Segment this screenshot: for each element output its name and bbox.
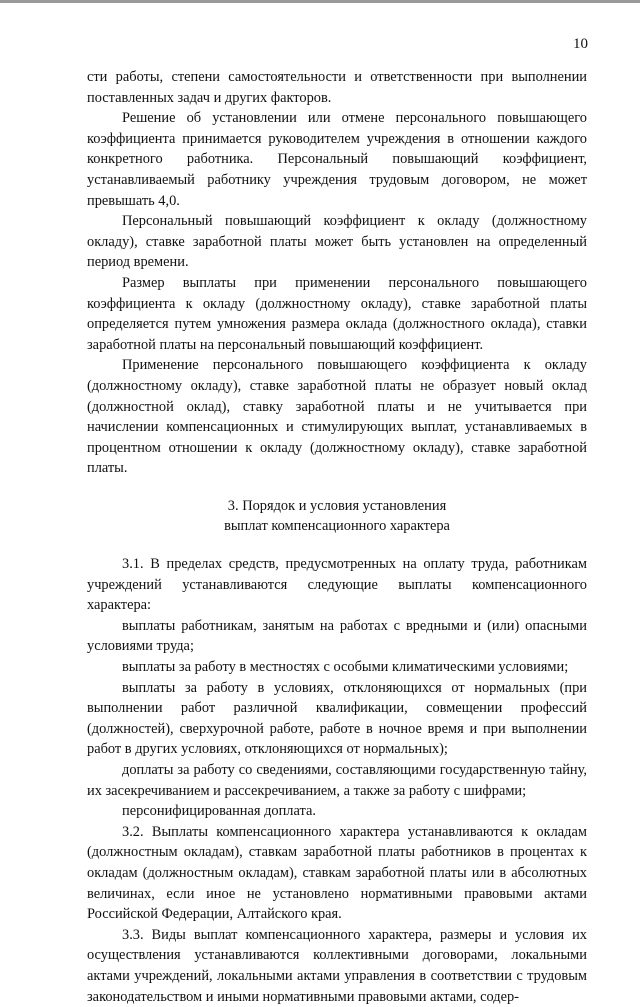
paragraph: 3.2. Выплаты компенсационного характера устанавливаются к окладам (должностным окладам), ставкам заработной платы работников в процентах к окладам (должностным окладам), ставкам заработной платы или в абсолютных величинах, если иное не установлено нормативными правовыми актами Российской Федерации, Алтайского края.: [87, 823, 587, 923]
paragraph: 3.1. В пределах средств, предусмотренных на оплату труда, работникам учреждений устанавливаются следующие выплаты компенсационного характера:: [87, 556, 587, 614]
section-heading: [87, 496, 587, 537]
section-heading-line-2: выплат компенсационного характера: [224, 518, 450, 535]
paragraph: Размер выплаты при применении персонального повышающего коэффициента к окладу (должностному окладу), ставке заработной платы определяется путем умножения размера оклада (должностного оклада), ставки заработной платы на персональный повышающий коэффициент.: [87, 274, 587, 353]
paragraph: Решение об установлении или отмене персонального повышающего коэффициента принимается руководителем учреждения в отношении каждого конкретного работника. Персональный повышающий коэффициент, устанавливаемый работнику учреждения трудовым договором, не может превышать 4,0.: [87, 110, 587, 209]
paragraph: выплаты за работу в местностях с особыми климатическими условиями;: [122, 659, 569, 676]
paragraph: доплаты за работу со сведениями, составляющими государственную тайну, их засекречиванием и рассекречиванием, а также за работу с шифрами;: [87, 762, 587, 799]
paragraph: персонифицированная доплата.: [122, 803, 316, 820]
paragraph: сти работы, степени самостоятельности и ответственности при выполнении поставленных задач и других факторов.: [87, 69, 587, 106]
scan-top-edge: [0, 0, 640, 3]
paragraph: Персональный повышающий коэффициент к окладу (должностному окладу), ставке заработной платы может быть установлен на определенный период времени.: [87, 213, 587, 271]
paragraph: 3.3. Виды выплат компенсационного характера, размеры и условия их осуществления устанавливаются коллективными договорами, локальными актами учреждений, локальными актами управления в соответствии с трудовым законодательством и иными нормативными правовыми актами, содер-: [87, 926, 587, 1005]
document-body: [87, 67, 587, 1007]
paragraph: выплаты работникам, занятым на работах с вредными и (или) опасными условиями труда;: [87, 617, 587, 655]
section-heading-line-1: 3. Порядок и условия установления: [227, 497, 447, 514]
paragraph: выплаты за работу в условиях, отклоняющихся от нормальных (при выполнении работ различной квалификации, совмещении профессий (должностей), сверхурочной работе, работе в ночное время и при выполнении работ в других условиях, отклоняющихся от нормальных);: [87, 679, 587, 758]
page-number: 10: [573, 36, 588, 52]
paragraph: Применение персонального повышающего коэффициента к окладу (должностному окладу), ставке заработной платы не образует новый оклад (должностной оклад), ставку заработной платы и не учитывается при начислении компенсационных и стимулирующих выплат, устанавливаемых в процентном отношении к окладу (должностному окладу), ставке заработной платы.: [87, 357, 587, 477]
paragraphs-after-heading: [87, 554, 587, 1007]
paragraphs-before-heading: [87, 67, 587, 479]
